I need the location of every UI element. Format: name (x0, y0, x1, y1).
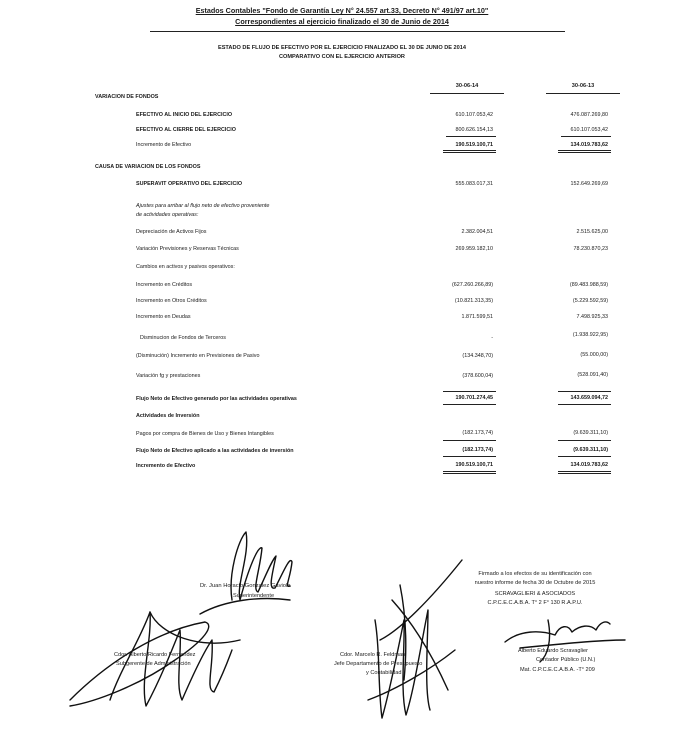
certification-registry: C.P.C.E.C.A.B.A. T° 2 F° 130 R.A.P.U. (487, 600, 583, 606)
row-otros-creditos-2013: (5.229.592,59) (572, 298, 608, 304)
row-incremento-efectivo-2013: 134.019.783,62 (570, 142, 608, 148)
row-efectivo-cierre-2014: 800.626.154,13 (455, 127, 493, 133)
double-rule-2014-a (443, 150, 496, 151)
double-rule-2014-c (443, 404, 496, 405)
column-header-2013-rule (546, 93, 620, 94)
certification-line1: Firmado a los efectos de su identificación con (478, 571, 592, 577)
header-rule (150, 31, 565, 32)
section-actividades-inversion: Actividades de Inversión (136, 413, 200, 419)
subtotal-rule-2014 (446, 136, 496, 137)
document-header-line1: Estados Contables "Fondo de Garantía Ley N° 24.557 art.33, Decreto N° 491/97 art.10" (195, 6, 489, 15)
subtotal-rule-2013-d (558, 456, 611, 457)
row-variacion-fg-label: Variación fg y prestaciones (136, 373, 201, 379)
row-efectivo-cierre-label: EFECTIVO AL CIERRE DEL EJERCICIO (136, 127, 236, 133)
row-superavit-2014: 555.083.017,31 (455, 181, 493, 187)
double-rule-2013-b (558, 152, 611, 153)
row-flujo-operativas-label: Flujo Neto de Efectivo generado por las actividades operativas (136, 396, 297, 402)
subtotal-rule-2013 (561, 136, 611, 137)
signature-scravaglier-title: Contador Público (U.N.) (536, 657, 596, 663)
signature-feldman-name: Cdor. Marcelo R. Feldman (340, 652, 406, 658)
statement-subtitle: COMPARATIVO CON EL EJERCICIO ANTERIOR (279, 54, 405, 60)
row-variacion-fg-2014: (378.600,04) (462, 373, 493, 379)
row-deudas-2014: 1.871.599,51 (461, 314, 493, 320)
signature-gonzalez-name: Dr. Juan Horacio Gonzalez Gaviola (200, 583, 291, 589)
column-header-2014: 30-06-14 (455, 83, 479, 89)
signature-fernandez-title: Subgerente de Administración (116, 661, 191, 667)
subtotal-rule-2014-c (443, 440, 496, 441)
row-efectivo-inicio-2013: 476.087.269,80 (570, 112, 608, 118)
row-pagos-bienes-label: Pagos por compra de Bienes de Uso y Bienes Intangibles (136, 431, 274, 437)
subtotal-rule-2013-b (558, 391, 611, 392)
signature-scravaglier-name: Alberto Eduardo Scravaglier (518, 648, 588, 654)
subtotal-rule-2014-d (443, 456, 496, 457)
double-rule-2013-d2 (558, 473, 611, 474)
row-incremento-efectivo-label: Incremento de Efectivo (136, 142, 192, 148)
column-header-2013: 30-06-13 (571, 83, 595, 89)
row-flujo-operativas-2013: 143.659.094,72 (570, 395, 608, 401)
row-ajustes-label-2: de actividades operativas: (136, 212, 199, 218)
row-otros-creditos-2014: (10.821.313,35) (454, 298, 493, 304)
double-rule-2013-c (558, 404, 611, 405)
row-efectivo-inicio-label: EFECTIVO AL INICIO DEL EJERCICIO (136, 112, 233, 118)
row-creditos-label: Incremento en Créditos (136, 282, 193, 288)
row-flujo-inversion-label: Flujo Neto de Efectivo aplicado a las actividades de inversión (136, 448, 294, 454)
row-previsiones-2014: 269.959.182,10 (455, 246, 493, 252)
column-header-2014-rule (430, 93, 504, 94)
row-fondos-terceros-label: Disminucion de Fondos de Terceros (140, 335, 226, 341)
section-causa-variacion: CAUSA DE VARIACION DE LOS FONDOS (95, 164, 201, 170)
certification-line2: nuestro informe de fecha 30 de Octubre de 2015 (474, 580, 596, 586)
double-rule-2013-d1 (558, 471, 611, 472)
subtotal-rule-2013-c (558, 440, 611, 441)
row-incremento-final-2013: 134.019.783,62 (570, 462, 608, 468)
row-prev-pasivo-label: (Disminución) Incremento en Previsiones de Pasivo (136, 353, 260, 359)
subtotal-rule-2014-b (443, 391, 496, 392)
row-superavit-label: SUPERAVIT OPERATIVO DEL EJERCICIO (136, 181, 243, 187)
row-incremento-efectivo-2014: 190.519.100,71 (455, 142, 493, 148)
double-rule-2014-d1 (443, 471, 496, 472)
signature-fernandez-name: Cdor. Alberto Ricardo Fernandez (114, 652, 196, 658)
certification-firm: SCRAVAGLIERI & ASOCIADOS (494, 591, 576, 597)
document-header-line2: Correspondientes al ejercicio finalizado el 30 de Junio de 2014 (235, 17, 449, 26)
row-superavit-2013: 152.649.269,69 (570, 181, 608, 187)
row-efectivo-cierre-2013: 610.107.053,42 (570, 127, 608, 133)
row-previsiones-2013: 78.230.870,23 (573, 246, 608, 252)
row-incremento-final-label: Incremento de Efectivo (136, 463, 196, 469)
row-flujo-operativas-2014: 190.701.274,45 (455, 395, 493, 401)
row-variacion-fg-2013: (528.091,40) (577, 372, 608, 378)
double-rule-2014-d2 (443, 473, 496, 474)
section-variacion-fondos: VARIACION DE FONDOS (95, 94, 159, 100)
signature-feldman-title-2: y Contabilidad (366, 670, 402, 676)
row-fondos-terceros-2014: - (491, 335, 493, 341)
row-efectivo-inicio-2014: 610.107.053,42 (455, 112, 493, 118)
row-otros-creditos-label: Incremento en Otros Créditos (136, 298, 207, 304)
double-rule-2014-b (443, 152, 496, 153)
row-pagos-bienes-2014: (182.173,74) (462, 430, 493, 436)
row-prev-pasivo-2014: (134.348,70) (462, 353, 493, 359)
signature-feldman-title: Jefe Departamento de Presupuesto (334, 661, 423, 667)
row-previsiones-label: Variación Previsiones y Reservas Técnicas (136, 246, 239, 252)
double-rule-2013-a (558, 150, 611, 151)
row-creditos-2013: (89.483.988,59) (569, 282, 608, 288)
row-creditos-2014: (627.260.266,89) (451, 282, 493, 288)
row-flujo-inversion-2013: (9.639.311,10) (573, 447, 608, 453)
row-cambios-label: Cambios en activos y pasivos operativos: (136, 264, 235, 270)
row-deudas-label: Incremento en Deudas (136, 314, 191, 320)
row-prev-pasivo-2013: (55.000,00) (580, 352, 608, 358)
row-flujo-inversion-2014: (182.173,74) (462, 447, 493, 453)
row-incremento-final-2014: 190.519.100,71 (455, 462, 493, 468)
row-fondos-terceros-2013: (1.938.922,95) (572, 332, 608, 338)
row-ajustes-label-1: Ajustes para arribar al flujo neto de efectivo proveniente (136, 203, 270, 209)
row-deudas-2013: 7.498.925,33 (576, 314, 608, 320)
row-pagos-bienes-2013: (9.639.311,10) (573, 430, 608, 436)
signature-scravaglier-scribble (505, 622, 610, 642)
statement-title: ESTADO DE FLUJO DE EFECTIVO POR EL EJERCICIO FINALIZADO EL 30 DE JUNIO DE 2014 (217, 45, 467, 51)
row-depreciacion-2014: 2.382.004,51 (461, 229, 493, 235)
row-depreciacion-label: Depreciación de Activos Fijos (136, 229, 207, 235)
signature-scravaglier-matricula: Mat. C.P.C.E.C.A.B.A. -T° 209 (520, 667, 595, 673)
signature-gonzalez-title: Superintendente (233, 593, 275, 599)
row-depreciacion-2013: 2.515.625,00 (576, 229, 608, 235)
